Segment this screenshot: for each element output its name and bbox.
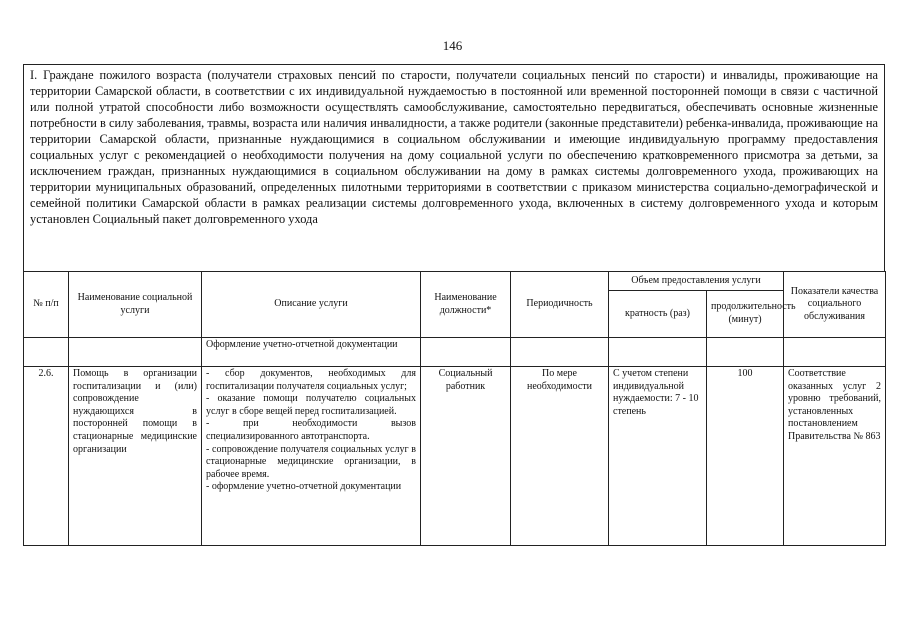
table-row: [24, 367, 886, 546]
header-frequency: кратность (раз): [609, 291, 707, 338]
header-position: Наименование должности*: [421, 272, 511, 338]
description-line: - оказание помощи получателю социальных услуг в сборе вещей перед госпитализацией.: [206, 393, 416, 417]
description-line: - сопровождение получателя социальных услуг в стационарные медицинские организации, в рабочее время.: [206, 443, 416, 480]
continuation-description: Оформление учетно-отчетной документации: [202, 338, 421, 367]
section-intro-text: I. Граждане пожилого возраста (получатели страховых пенсий по старости, получатели социальных пенсий по старости) и инвалиды, проживающие на территории Самарской области, в соответствии с их индивидуальной нуждаемостью в постоянной или временной посторонней помощи в связи с частичной или полной утратой способности либо возможности осуществлять самообслуживание, самостоятельно передвигаться, обеспечивать основные жизненные потребности в силу заболевания, травмы, возраста или наличия инвалидности, а также родители (законные представители) ребенка-инвалида, проживающие на территории Самарской области, признанные нуждающимися в социальном обслуживании и имеющие индивидуальную программу предоставления социальных услуг с рекомендацией о необходимости получения на дому социальной услуги по обеспечению кратковременного присмотра за детьми, за исключением граждан, признанных нуждающимися в социальном обслуживании на дому в рамках системы долговременного ухода, проживающих на территории муниципальных образований, определенных пилотными территориями в соответствии с приказом министерства социально-демографической и семейной политики Самарской области в рамках реализации системы долговременного ухода, включенных в систему долговременного ухода и которым установлен Социальный пакет долговременного ухода: [23, 64, 885, 272]
page-number: 146: [442, 38, 463, 53]
row-quality: Соответствие оказанных услуг 2 уровню требований, установленных постановлением Правительства № 863: [784, 367, 886, 546]
table-continuation-row: [24, 338, 886, 367]
row-num: 2.6.: [24, 367, 69, 546]
services-table: [23, 271, 886, 546]
header-quality: Показатели качества социального обслуживания: [784, 272, 886, 338]
description-line: - сбор документов, необходимых для госпитализации получателя социальных услуг;: [206, 368, 416, 392]
row-duration: 100: [707, 367, 784, 546]
description-line: - при необходимости вызов специализированного автотранспорта.: [206, 418, 416, 442]
document-frame: [23, 64, 885, 632]
header-periodicity: Периодичность: [511, 272, 609, 338]
row-periodicity: По мере необходимости: [511, 367, 609, 546]
row-frequency: С учетом степени индивидуальной нуждаемости: 7 - 10 степень: [609, 367, 707, 546]
header-service-name: Наименование социальной услуги: [69, 272, 202, 338]
table-header-row: [24, 272, 886, 291]
header-volume: Объем предоставления услуги: [609, 272, 784, 291]
description-line: - оформление учетно-отчетной документации: [206, 481, 402, 493]
row-description: [202, 367, 421, 546]
row-position: Социальный работник: [421, 367, 511, 546]
header-duration: продолжительность (минут): [707, 291, 784, 338]
header-description: Описание услуги: [202, 272, 421, 338]
header-num: № п/п: [24, 272, 69, 338]
row-service-name: Помощь в организации госпитализации и (или) сопровождение нуждающихся в посторонней помощи в стационарные медицинские организации: [69, 367, 202, 546]
